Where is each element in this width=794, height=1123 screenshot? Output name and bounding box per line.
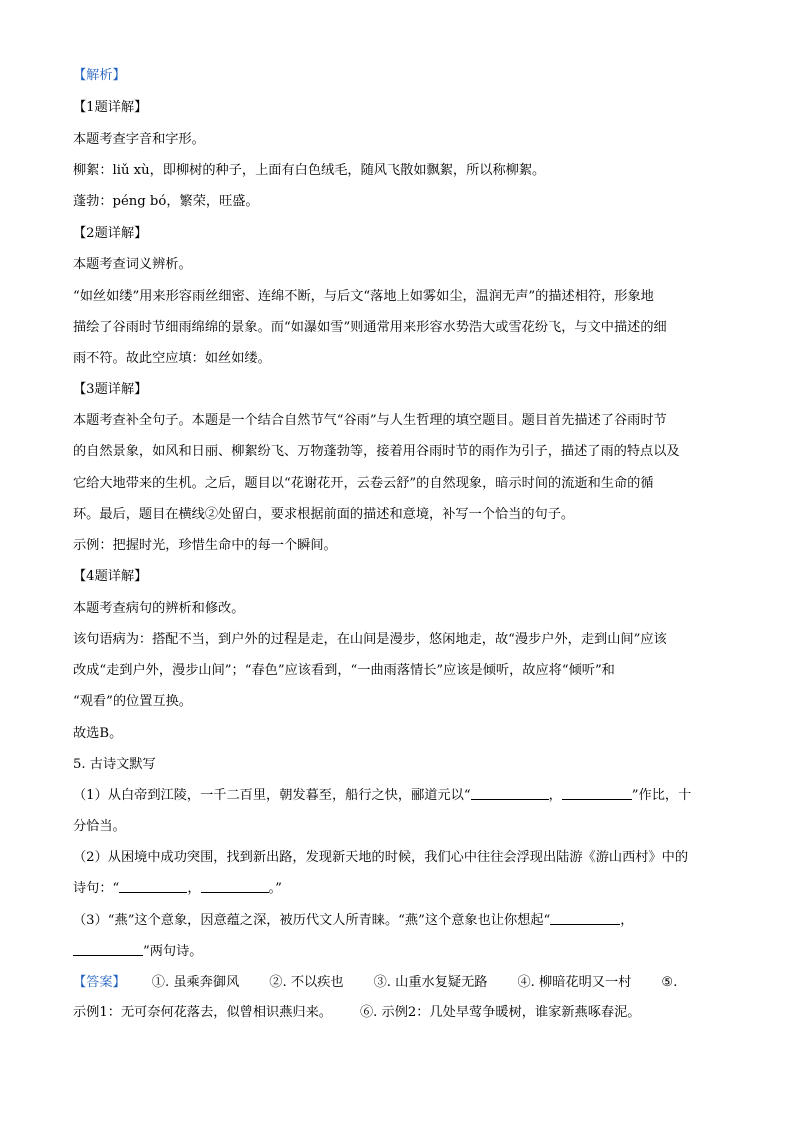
q2-line-1: 本题考查词义辨析。 bbox=[73, 257, 192, 272]
q2-line-4: 雨不符。故此空应填：如丝如缕。 bbox=[73, 351, 271, 366]
q3-line-5: 示例：把握时光，珍惜生命中的每一个瞬间。 bbox=[73, 538, 337, 553]
answer-item-5-text: . bbox=[673, 975, 678, 990]
answer-item-4-text: . 柳暗花明又一村 bbox=[530, 975, 632, 990]
q3-line-1: 本题考查补全句子。本题是一个结合自然节气“谷雨”与人生哲理的填空题目。题目首先描述了谷雨时节 bbox=[73, 413, 667, 428]
answer-item-3-num: ③ bbox=[373, 975, 387, 990]
q5-item-2: （2）从困境中成功突围，找到新出路，发现新天地的时候，我们心中往往会浮现出陆游《游山西村》中的 bbox=[73, 850, 689, 865]
q1-line-2: 柳絮：liǔ xù，即柳树的种子，上面有白色绒毛，随风飞散如飘絮，所以称柳絮。 bbox=[73, 163, 546, 178]
q2-line-2: “如丝如缕”用来形容雨丝细密、连绵不断，与后文“落地上如雾如尘，温润无声”的描述相符，形象地 bbox=[73, 289, 654, 304]
q3-line-4: 环。最后，题目在横线②处留白，要求根据前面的描述和意境，补写一个恰当的句子。 bbox=[73, 507, 575, 522]
answer-item-4-num: ④ bbox=[517, 975, 531, 990]
q5-item-3-cont bbox=[73, 943, 733, 961]
answer-label: 【答案】 bbox=[73, 975, 126, 990]
q5-item-3 bbox=[73, 912, 733, 930]
answer-item-3-text: . 山重水复疑无路 bbox=[386, 975, 488, 990]
answer-item-1 bbox=[152, 975, 240, 990]
answer-item-6-num: ⑥ bbox=[359, 1005, 374, 1020]
q5-item-3-text-b: ”两句诗。 bbox=[143, 944, 203, 959]
q4-line-2: 该句语病为：搭配不当，到户外的过程是走，在山间是漫步，悠闲地走，故“漫步户外，走到山间”应该 bbox=[73, 632, 667, 647]
q4-line-5: 故选B。 bbox=[73, 726, 123, 741]
q5-item-2-end: 。” bbox=[268, 881, 282, 896]
q4-header: 【4题详解】 bbox=[73, 569, 148, 584]
q3-line-2: 的自然景象，如风和日丽、柳絮纷飞、万物蓬勃等，接着用谷雨时节的雨作为引子，描述了雨的特点以及 bbox=[73, 444, 680, 459]
answer-item-2 bbox=[269, 975, 343, 990]
q1-header: 【1题详解】 bbox=[73, 100, 148, 115]
q5-item-2-cont bbox=[73, 880, 733, 898]
q5-item-1-cont: 分恰当。 bbox=[73, 819, 126, 834]
q5-item-1-sep: ， bbox=[548, 788, 562, 803]
answer-line-2 bbox=[73, 1004, 733, 1022]
answer-item-2-num: ② bbox=[269, 975, 283, 990]
q5-item-1-text-a: （1）从白帝到江陵，一千二百里，朝发暮至，船行之快，郦道元以“ bbox=[73, 788, 471, 803]
q5-item-1-text-b: ”作比，十 bbox=[631, 788, 692, 803]
q5-item-2-text-b: 诗句：“ bbox=[73, 881, 120, 896]
answer-example-1: 示例1：无可奈何花落去，似曾相识燕归来。 bbox=[73, 1005, 332, 1020]
answer-blank[interactable] bbox=[550, 912, 620, 925]
answer-blank[interactable] bbox=[201, 880, 269, 893]
q4-line-3: 改成“走到户外，漫步山间”；“春色”应该看到，“一曲雨落情长”应该是倾听，故应将“倾听”和 bbox=[73, 663, 615, 678]
answer-example-2: . 示例2：几处早莺争暖树，谁家新燕啄春泥。 bbox=[373, 1005, 641, 1020]
answer-line-1 bbox=[73, 974, 733, 992]
q5-title: 5. 古诗文默写 bbox=[73, 757, 156, 772]
answer-item-1-num: ① bbox=[151, 975, 165, 990]
q3-header: 【3题详解】 bbox=[73, 382, 148, 397]
q2-header: 【2题详解】 bbox=[73, 226, 148, 241]
q2-line-3: 描绘了谷雨时节细雨绵绵的景象。而“如瀑如雪”则通常用来形容水势浩大或雪花纷飞，与文中描述的细 bbox=[73, 320, 667, 335]
answer-item-5-num: ⑤ bbox=[661, 975, 674, 990]
answer-blank[interactable] bbox=[471, 787, 549, 800]
analysis-header: 【解析】 bbox=[73, 68, 126, 83]
q1-line-1: 本题考查字音和字形。 bbox=[73, 132, 205, 147]
q4-line-4: “观看”的位置互换。 bbox=[73, 694, 192, 709]
q5-item-1 bbox=[73, 787, 733, 805]
answer-item-4 bbox=[517, 975, 631, 990]
answer-item-5 bbox=[661, 975, 677, 990]
answer-blank[interactable] bbox=[73, 943, 143, 956]
answer-blank[interactable] bbox=[119, 880, 187, 893]
q1-line-3: 蓬勃：péng bó，繁荣，旺盛。 bbox=[73, 194, 259, 209]
q4-line-1: 本题考查病句的辨析和修改。 bbox=[73, 601, 245, 616]
q3-line-3: 它给大地带来的生机。之后，题目以“花谢花开，云卷云舒”的自然现象，暗示时间的流逝和生命的循 bbox=[73, 476, 654, 491]
q5-item-3-sep: ， bbox=[620, 913, 634, 928]
answer-item-3 bbox=[374, 975, 488, 990]
answer-blank[interactable] bbox=[562, 787, 632, 800]
answer-item-2-text: . 不以疾也 bbox=[282, 975, 344, 990]
q5-item-3-text-a: （3）“燕”这个意象，因意蕴之深，被历代文人所青睐。“燕”这个意象也让你想起“ bbox=[73, 913, 551, 928]
answer-item-1-text: . 虽乘奔御风 bbox=[164, 975, 240, 990]
q5-item-2-sep: ， bbox=[187, 881, 201, 896]
